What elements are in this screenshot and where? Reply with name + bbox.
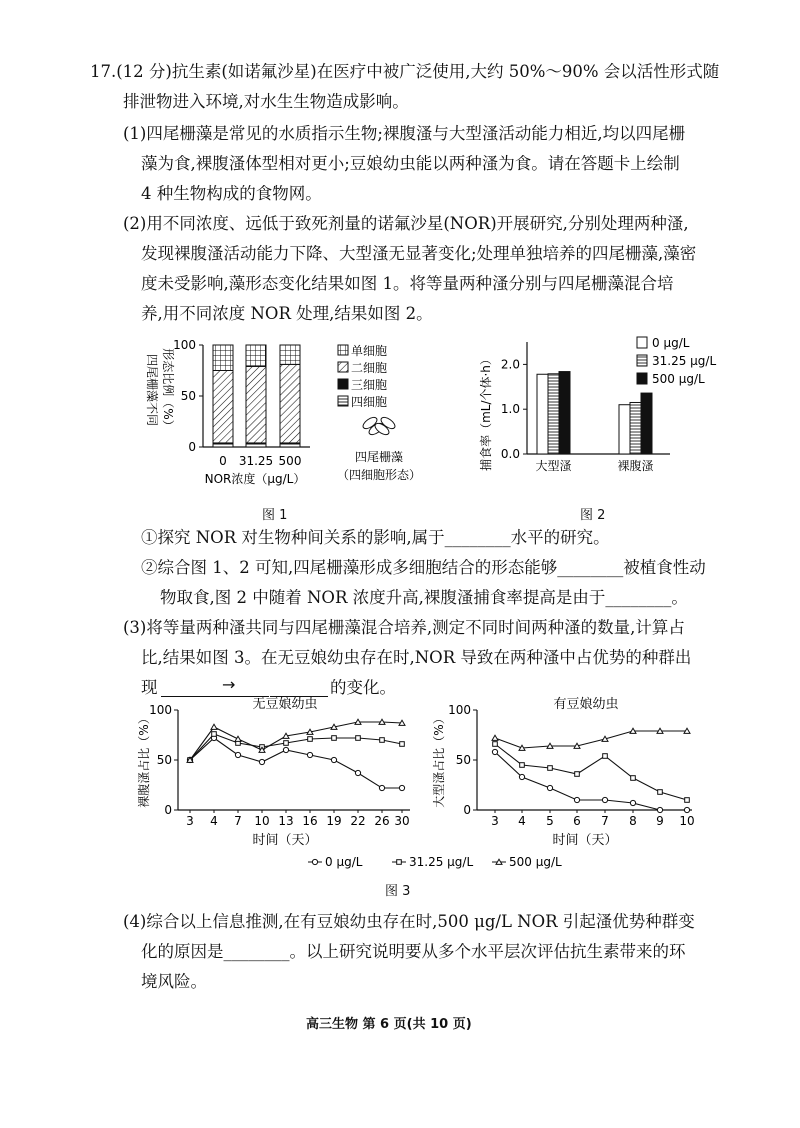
fig2-xtick-label: 大型溞	[535, 459, 572, 473]
fig3-xtick-label: 16	[302, 814, 318, 828]
fig2-bar	[559, 372, 570, 454]
fig3-point	[284, 741, 289, 746]
fig1-legend-label: 四细胞	[351, 395, 388, 409]
fig1-legend-swatch	[338, 345, 348, 355]
fig3-point	[211, 724, 217, 729]
fig3-ytick-label: 50	[156, 753, 172, 767]
fig2-ylabel: 捕食率（mL/个体·h）	[479, 353, 493, 471]
fig1-ylabel	[145, 348, 176, 431]
fig1-legend-swatch	[338, 396, 348, 406]
fig3-point	[631, 776, 636, 781]
fig3-right-title: 有豆娘幼虫	[553, 697, 619, 712]
fig3-xtick-label: 5	[546, 814, 554, 828]
fig2-ytick-label: 2.0	[500, 357, 520, 372]
fig3-point	[356, 736, 361, 741]
fig1-xtick-label: 0	[219, 454, 227, 468]
page-footer: 高三生物 第 6 页(共 10 页)	[306, 1017, 472, 1032]
svg-text:形态比例（%）: 形态比例（%）	[161, 348, 175, 432]
fig3-xtick-label: 3	[186, 814, 194, 828]
question-line: 化的原因是________。以上研究说明要从多个水平层次评估抗生素带来的环	[141, 942, 686, 961]
fig3-point	[574, 797, 579, 802]
fig3-xtick-label: 26	[374, 814, 390, 828]
fig1-legend-swatch	[338, 362, 348, 372]
fig3-legend-label: 31.25 μg/L	[409, 855, 474, 869]
fig3-xtick-label: 19	[326, 814, 342, 828]
arrow-icon: →	[222, 675, 236, 694]
fig1-bar-segment	[280, 364, 300, 443]
fig2-bar	[641, 393, 652, 454]
fig1-legend-label: 单细胞	[351, 344, 388, 358]
fig2-legend-label: 31.25 μg/L	[652, 354, 717, 368]
fig2-legend-swatch	[637, 337, 647, 348]
fig1-bar-segment	[213, 371, 233, 443]
fig3-point	[492, 735, 498, 740]
fig3-point	[493, 742, 498, 747]
question-line: 物取食,图 2 中随着 NOR 浓度升高,裸腹溞捕食率提高是由于________。	[160, 588, 688, 607]
fig1-xtick-label: 500	[278, 454, 302, 468]
figure-2-chart	[462, 332, 732, 497]
fig3-point	[235, 752, 240, 757]
question-line: 发现裸腹溞活动能力下降、大型溞无显著变化;处理单独培养的四尾栅藻,藻密	[141, 244, 697, 263]
figure-3-caption: 图 3	[385, 884, 411, 899]
fig3-point	[602, 797, 607, 802]
fig3-point	[548, 766, 553, 771]
fig3-point	[657, 807, 662, 812]
question-line: (2)用不同浓度、远低于致死剂量的诺氟沙星(NOR)开展研究,分别处理两种溞,	[123, 214, 689, 233]
fig3-point	[283, 747, 288, 752]
fig1-legend-swatch	[338, 379, 348, 389]
fig1-bar-segment	[246, 345, 266, 366]
fig3-point	[520, 763, 525, 768]
fig3-point	[519, 774, 524, 779]
fig3-point	[332, 736, 337, 741]
fig2-bar	[548, 374, 559, 454]
question-line: 17.(12 分)抗生素(如诺氟沙星)在医疗中被广泛使用,大约 50%～90% 会以活性形式随	[90, 62, 720, 81]
tetra-cell-label: （四细胞形态）	[336, 468, 422, 482]
question-line: 的变化。	[330, 678, 396, 697]
fig1-ytick-label: 100	[173, 338, 196, 352]
fig3-legend-label: 500 μg/L	[509, 855, 562, 869]
fig2-bar	[630, 402, 641, 454]
fig3-xtick-label: 4	[210, 814, 218, 828]
fig3-point	[355, 770, 360, 775]
question-line: 4 种生物构成的食物网。	[141, 184, 322, 203]
fig3-series-line	[495, 752, 687, 810]
fig3-series-line	[190, 738, 402, 788]
fig2-ytick-label: 0.0	[500, 447, 520, 461]
question-line: 比,结果如图 3。在无豆娘幼虫存在时,NOR 导致在两种溞中占优势的种群出	[141, 648, 692, 667]
fig1-xtick-label: 31.25	[238, 454, 274, 468]
fig3-point	[547, 785, 552, 790]
question-line: 现	[141, 678, 158, 697]
figure-1-caption: 图 1	[262, 508, 288, 523]
fig3-point	[380, 738, 385, 743]
fig3-ytick-label: 0	[463, 803, 471, 817]
fig3-series-line	[190, 734, 402, 760]
fig3-point	[658, 790, 663, 795]
fig3-point	[397, 860, 402, 865]
question-line: 藻为食,裸腹溞体型相对更小;豆娘幼虫能以两种溞为食。请在答题卡上绘制	[141, 154, 680, 173]
fig3-point	[307, 752, 312, 757]
fig3-point	[212, 732, 217, 737]
question-line: 度未受影响,藻形态变化结果如图 1。将等量两种溞分别与四尾栅藻混合培	[141, 274, 674, 293]
fig3-xtick-label: 7	[234, 814, 242, 828]
figure-3-chart	[130, 692, 720, 877]
fig3-xtick-label: 22	[350, 814, 366, 828]
svg-text:四尾栅藻不同: 四尾栅藻不同	[145, 353, 159, 427]
question-line: (1)四尾栅藻是常见的水质指示生物;裸腹溞与大型溞活动能力相近,均以四尾栅	[123, 124, 686, 143]
fig2-xtick-label: 裸腹溞	[617, 459, 654, 473]
fig3-xtick-label: 30	[394, 814, 410, 828]
fig3-left-xlabel: 时间（天）	[252, 833, 318, 848]
fig2-legend-swatch	[637, 355, 647, 366]
fig2-legend-label: 0 μg/L	[652, 336, 690, 350]
fig3-left-ylabel: 裸腹溞占比（%）	[137, 712, 151, 808]
fig1-legend-label: 二细胞	[351, 361, 388, 375]
fig3-point	[685, 798, 690, 803]
fig1-ytick-label: 0	[188, 440, 196, 454]
fig3-xtick-label: 7	[601, 814, 609, 828]
question-line: ②综合图 1、2 可知,四尾栅藻形成多细胞结合的形态能够________被植食性动	[141, 558, 706, 577]
fig3-point	[684, 807, 689, 812]
fig3-xtick-label: 13	[278, 814, 294, 828]
fig3-point	[399, 785, 404, 790]
fig3-point	[312, 859, 317, 864]
fig2-legend-label: 500 μg/L	[652, 372, 705, 386]
fig3-point	[575, 772, 580, 777]
figure-2-caption: 图 2	[580, 508, 606, 523]
fig3-point	[331, 757, 336, 762]
question-line: (4)综合以上信息推测,在有豆娘幼虫存在时,500 μg/L NOR 引起溞优势种群变	[123, 912, 695, 931]
fig3-point	[400, 742, 405, 747]
fig1-ytick-label: 50	[180, 389, 196, 403]
fig3-xtick-label: 10	[254, 814, 270, 828]
fig3-xtick-label: 4	[518, 814, 526, 828]
question-line: 境风险。	[141, 972, 207, 991]
fig2-legend-swatch	[637, 373, 647, 384]
fig3-xtick-label: 6	[573, 814, 581, 828]
fig1-xlabel: NOR浓度（μg/L）	[204, 472, 306, 486]
fig3-right-ylabel: 大型溞占比（%）	[432, 712, 446, 808]
fig3-xtick-label: 10	[679, 814, 695, 828]
fig3-point	[379, 785, 384, 790]
tetra-cell-illustration	[361, 415, 397, 437]
fig3-point	[259, 759, 264, 764]
figure-1-chart	[135, 335, 435, 500]
fig3-ytick-label: 0	[164, 803, 172, 817]
fig3-point	[308, 737, 313, 742]
fig1-bar-segment	[280, 345, 300, 364]
question-line: 排泄物进入环境,对水生生物造成影响。	[123, 92, 409, 111]
fig2-ytick-label: 1.0	[500, 402, 520, 417]
fig3-point	[492, 749, 497, 754]
fig3-ytick-label: 100	[149, 703, 172, 717]
fig3-legend-label: 0 μg/L	[325, 855, 363, 869]
fig3-ytick-label: 100	[448, 703, 471, 717]
question-line: (3)将等量两种溞共同与四尾栅藻混合培养,测定不同时间两种溞的数量,计算占	[123, 618, 685, 637]
fig3-ytick-label: 50	[455, 753, 471, 767]
question-line: ①探究 NOR 对生物种间关系的影响,属于________水平的研究。	[141, 528, 610, 547]
fig2-bar	[619, 405, 630, 454]
fig3-right-xlabel: 时间（天）	[552, 833, 618, 848]
fig1-legend-label: 三细胞	[351, 378, 388, 392]
fig3-xtick-label: 9	[656, 814, 664, 828]
fig3-point	[603, 754, 608, 759]
fig1-bar-segment	[246, 366, 266, 442]
fig3-xtick-label: 8	[629, 814, 637, 828]
fig3-point	[630, 800, 635, 805]
fig1-bar-segment	[213, 345, 233, 371]
fig3-xtick-label: 3	[491, 814, 499, 828]
fig3-point	[235, 736, 241, 741]
fig2-bar	[537, 374, 548, 454]
question-line: 养,用不同浓度 NOR 处理,结果如图 2。	[141, 304, 433, 323]
fig3-left-title: 无豆娘幼虫	[252, 697, 318, 712]
tetra-cell-label: 四尾栅藻	[354, 450, 404, 464]
